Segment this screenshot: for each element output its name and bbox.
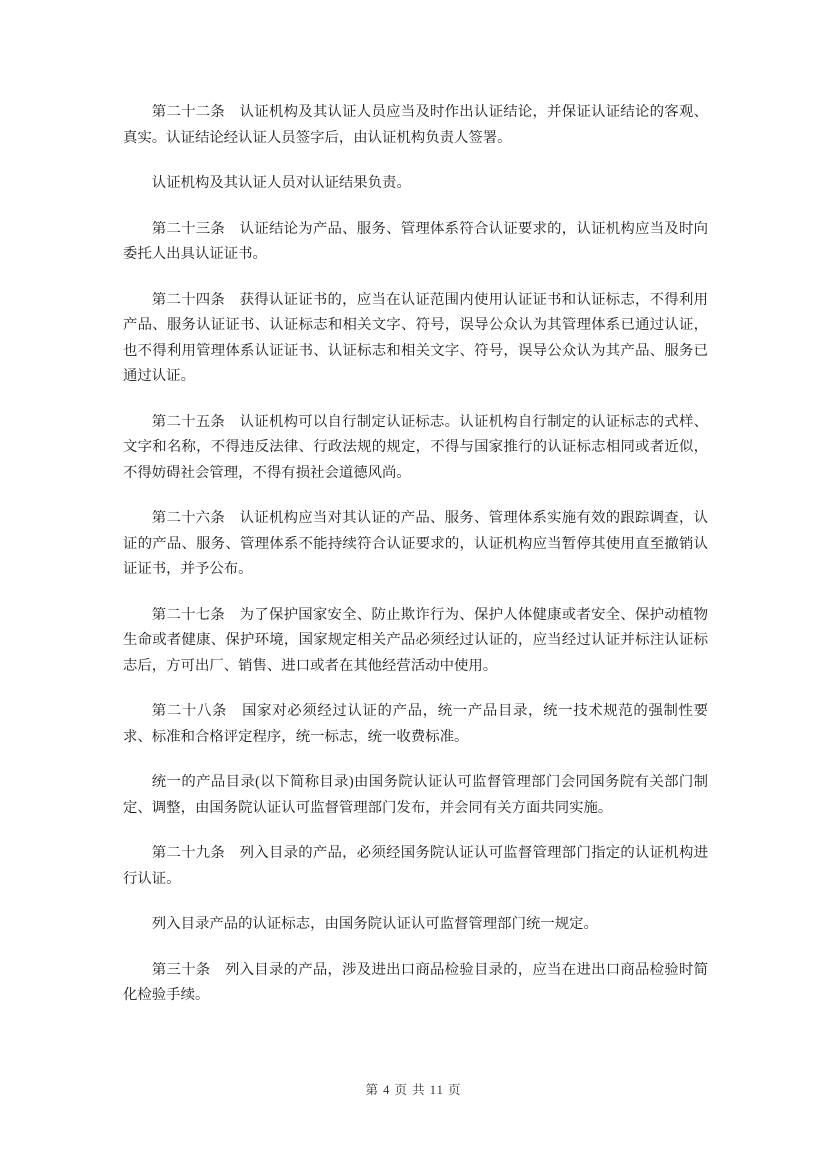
article-24-paragraph: 第二十四条 获得认证证书的，应当在认证范围内使用认证证书和认证标志，不得利用产品、服务认证证书、认证标志和相关文字、符号，误导公众认为其管理体系已通过认证，也不得利用管理体系认证证书、认证标志和相关文字、符号，误导公众认为其产品、服务已通过认证。 [123,291,708,384]
article-29-paragraph: 第二十九条 列入目录的产品，必须经国务院认证认可监督管理部门指定的认证机构进行认证。 [123,845,708,887]
article-26-paragraph: 第二十六条 认证机构应当对其认证的产品、服务、管理体系实施有效的跟踪调查，认证的产品、服务、管理体系不能持续符合认证要求的，认证机构应当暂停其使用直至撤销认证证书，并予公布。 [123,510,708,577]
article-27-paragraph: 第二十七条 为了保护国家安全、防止欺诈行为、保护人体健康或者安全、保护动植物生命或者健康、保护环境，国家规定相关产品必须经过认证的，应当经过认证并标注认证标志后，方可出厂、销售、进口或者在其他经营活动中使用。 [123,606,708,674]
article-23-paragraph: 第二十三条 认证结论为产品、服务、管理体系符合认证要求的，认证机构应当及时向委托人出具认证证书。 [123,220,708,262]
article-28-paragraph: 第二十八条 国家对必须经过认证的产品，统一产品目录，统一技术规范的强制性要求、标准和合格评定程序，统一标志，统一收费标准。 [123,703,708,745]
article-22-paragraph: 第二十二条 认证机构及其认证人员应当及时作出认证结论，并保证认证结论的客观、真实。认证结论经认证人员签字后，由认证机构负责人签署。 [123,104,708,146]
article-25-paragraph: 第二十五条 认证机构可以自行制定认证标志。认证机构自行制定的认证标志的式样、文字和名称，不得违反法律、行政法规的规定，不得与国家推行的认证标志相同或者近似，不得妨碍社会管理，不得有损社会道德风尚。 [123,413,708,481]
article-28-continuation: 统一的产品目录(以下简称目录)由国务院认证认可监督管理部门会同国务院有关部门制定、调整，由国务院认证认可监督管理部门发布，并会同有关方面共同实施。 [123,774,708,816]
page-footer: 第 4 页 共 11 页 [365,1083,462,1097]
article-29-continuation: 列入目录产品的认证标志，由国务院认证认可监督管理部门统一规定。 [151,916,598,932]
article-30-paragraph: 第三十条 列入目录的产品，涉及进出口商品检验目录的，应当在进出口商品检验时简化检验手续。 [123,961,708,1003]
article-22-continuation: 认证机构及其认证人员对认证结果负责。 [151,175,411,191]
document-body [123,100,708,1029]
